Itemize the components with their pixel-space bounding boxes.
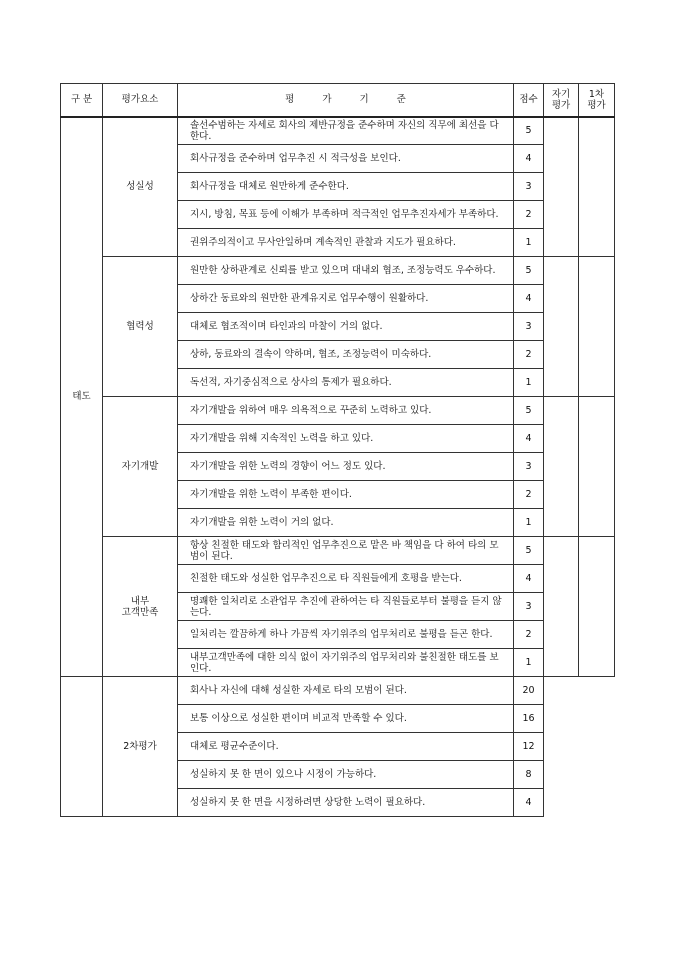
score-cell: 3 [514,593,544,621]
criteria-cell: 자기개발을 위하여 매우 의욕적으로 꾸준히 노력하고 있다. [178,397,514,425]
header-score: 점수 [514,84,544,117]
criteria-cell: 자기개발을 위한 노력이 거의 없다. [178,509,514,537]
element-cell [103,537,178,677]
score-cell: 4 [514,145,544,173]
element-cell: 자기개발 [103,397,178,537]
criteria-cell: 상하간 동료와의 원만한 관계유지로 업무수행이 원활하다. [178,285,514,313]
self-eval-cell[interactable] [544,537,579,677]
criteria-cell: 대체로 협조적이며 타인과의 마찰이 거의 없다. [178,313,514,341]
second-eval-empty-area [544,677,615,817]
header-self-line2: 평가 [551,99,571,111]
score-cell: 3 [514,313,544,341]
criteria-cell: 자기개발을 위해 지속적인 노력을 하고 있다. [178,425,514,453]
criteria-cell: 회사나 자신에 대해 성실한 자세로 타의 모범이 된다. [178,677,514,705]
criteria-cell: 솔선수범하는 자세로 회사의 제반규정을 준수하며 자신의 직무에 최선을 다 한다. [178,117,514,145]
criteria-cell: 지시, 방침, 목표 등에 이해가 부족하며 적극적인 업무추진자세가 부족하다. [178,201,514,229]
criteria-cell: 내부고객만족에 대한 의식 없이 자기위주의 업무처리와 불친절한 태도를 보인다. [178,649,514,677]
criteria-cell: 상하, 동료와의 결속이 약하며, 협조, 조정능력이 미숙하다. [178,341,514,369]
criteria-cell: 회사규정을 준수하며 업무추진 시 적극성을 보인다. [178,145,514,173]
category-cell: 태도 [61,117,103,677]
evaluation-table [60,83,615,817]
header-first-line2: 평가 [587,99,606,111]
table-row [61,257,615,285]
score-cell: 4 [514,565,544,593]
score-cell: 2 [514,341,544,369]
score-cell: 5 [514,257,544,285]
score-cell: 2 [514,481,544,509]
criteria-cell: 독선적, 자기중심적으로 상사의 통제가 필요하다. [178,369,514,397]
criteria-cell: 대체로 평균수준이다. [178,733,514,761]
criteria-cell: 명쾌한 일처리로 소관업무 추진에 관하여는 타 직원들로부터 불평을 듣지 않는다. [178,593,514,621]
criteria-cell: 성실하지 못 한 면이 있으나 시정이 가능하다. [178,761,514,789]
table-row [61,537,615,565]
evaluation-sheet [60,83,615,817]
self-eval-cell[interactable] [544,117,579,257]
table-row [61,677,615,705]
element-cell: 협력성 [103,257,178,397]
criteria-cell: 친절한 태도와 성실한 업무추진으로 타 직원들에게 호평을 받는다. [178,565,514,593]
score-cell: 1 [514,369,544,397]
header-gubun: 구 분 [61,84,103,117]
self-eval-cell[interactable] [544,397,579,537]
score-cell: 3 [514,173,544,201]
score-cell: 4 [514,789,544,817]
first-eval-cell[interactable] [579,397,615,537]
score-cell: 5 [514,537,544,565]
score-cell: 12 [514,733,544,761]
element-cell: 성실성 [103,117,178,257]
header-criteria-label: 평가기준 [285,94,434,106]
criteria-cell: 회사규정을 대체로 원만하게 준수한다. [178,173,514,201]
table-header-row [61,84,615,117]
table-row [61,397,615,425]
criteria-cell: 자기개발을 위한 노력이 부족한 편이다. [178,481,514,509]
first-eval-cell[interactable] [579,257,615,397]
table-row [61,117,615,145]
criteria-cell: 보통 이상으로 성실한 편이며 비교적 만족할 수 있다. [178,705,514,733]
score-cell: 1 [514,509,544,537]
header-criteria [178,84,514,117]
score-cell: 5 [514,397,544,425]
score-cell: 5 [514,117,544,145]
criteria-cell: 항상 친절한 태도와 합리적인 업무추진으로 맡은 바 책임을 다 하여 타의 모범이 된다. [178,537,514,565]
criteria-cell: 원만한 상하관계로 신뢰를 받고 있으며 대내외 협조, 조정능력도 우수하다. [178,257,514,285]
score-cell: 1 [514,229,544,257]
category-empty-cell [61,677,103,817]
header-self-eval [544,84,579,117]
score-cell: 20 [514,677,544,705]
score-cell: 2 [514,201,544,229]
criteria-cell: 성실하지 못 한 면을 시정하려면 상당한 노력이 필요하다. [178,789,514,817]
element-line2: 고객만족 [121,606,159,618]
score-cell: 2 [514,621,544,649]
score-cell: 4 [514,285,544,313]
score-cell: 16 [514,705,544,733]
self-eval-cell[interactable] [544,257,579,397]
header-self-line1: 자기 [551,88,571,100]
first-eval-cell[interactable] [579,117,615,257]
element-cell: 2차평가 [103,677,178,817]
score-cell: 3 [514,453,544,481]
score-cell: 4 [514,425,544,453]
criteria-cell: 자기개발을 위한 노력의 경향이 어느 정도 있다. [178,453,514,481]
score-cell: 8 [514,761,544,789]
first-eval-cell[interactable] [579,537,615,677]
header-first-line1: 1차 [588,88,605,100]
header-element: 평가요소 [103,84,178,117]
element-line1: 내부 [130,595,150,607]
criteria-cell: 권위주의적이고 무사안일하며 계속적인 관찰과 지도가 필요하다. [178,229,514,257]
header-first-eval [579,84,615,117]
criteria-cell: 일처리는 깔끔하게 하나 가끔씩 자기위주의 업무처리로 불평을 듣곤 한다. [178,621,514,649]
score-cell: 1 [514,649,544,677]
